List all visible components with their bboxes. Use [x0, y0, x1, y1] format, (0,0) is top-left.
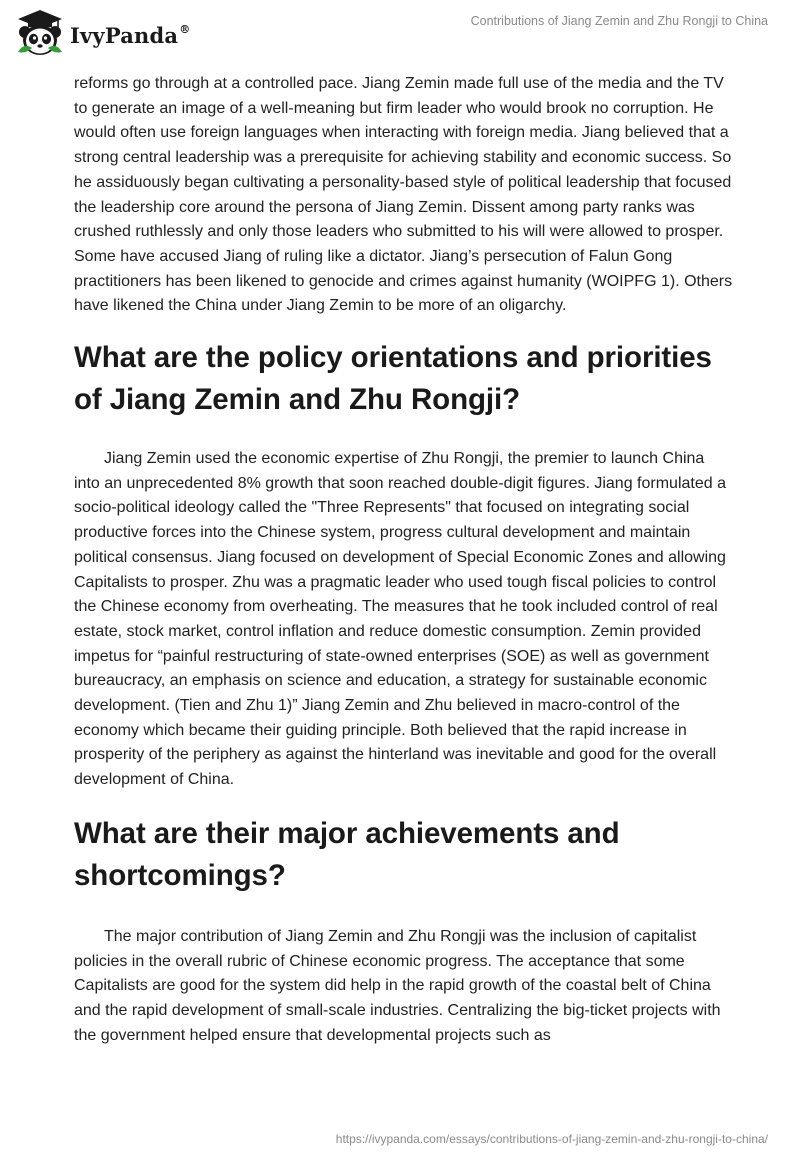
section-heading-achievements: What are their major achievements and shortcomings?: [74, 816, 620, 892]
page-header: [0, 0, 800, 68]
brand-name: IvyPanda®: [70, 22, 191, 48]
section-heading-policy: What are the policy orientations and priorities of Jiang Zemin and Zhu Rongji?: [74, 341, 712, 417]
source-url[interactable]: https://ivypanda.com/essays/contributions-of-jiang-zemin-and-zhu-rongji-to-china/: [335, 1132, 768, 1146]
essay-body: [74, 72, 734, 1048]
achievements-paragraph: The major contribution of Jiang Zemin and Zhu Rongji was the inclusion of capitalist policies in the overall rubric of Chinese economic progress. The acceptance that some Capitalists are good for the system did help in the rapid growth of the coastal belt of China and the rapid development of small-scale industries. Centralizing the big-ticket projects with the government helped ensure that developmental projects such as: [74, 927, 721, 1044]
intro-paragraph: reforms go through at a controlled pace. Jiang Zemin made full use of the media and the TV to generate an image of a well-meaning but firm leader who would brook no corruption. He would often use foreign languages when interacting with foreign media. Jiang believed that a strong central leadership was a prerequisite for achieving stability and economic success. So he assiduously began cultivating a personality-based style of political leadership that focused the leadership core around the persona of Jiang Zemin. Dissent among party ranks was crushed ruthlessly and only those leaders who submitted to his will were allowed to prosper. Some have accused Jiang of ruling like a dictator. Jiang’s persecution of Falun Gong practitioners has been likened to genocide and crimes against humanity (WOIPFG 1). Others have likened the China under Jiang Zemin to be more of an oligarchy.: [74, 75, 733, 315]
policy-paragraph: Jiang Zemin used the economic expertise of Zhu Rongji, the premier to launch China into an unprecedented 8% growth that soon reached double-digit figures. Jiang formulated a socio-political ideology called the "Three Represents" that focused on integrating social productive forces into the Chinese system, progress cultural development and maintain political consensus. Jiang focused on development of Special Economic Zones and allowing Capitalists to prosper. Zhu was a pragmatic leader who used tough fiscal policies to control the Chinese economy from overheating. The measures that he took included control of real estate, stock market, control inflation and reduce domestic consumption. Zemin provided impetus for “painful restructuring of state-owned enterprises (SOE) as well as government bureaucracy, an emphasis on science and education, a strategy for sustainable economic development. (Tien and Zhu 1)” Jiang Zemin and Zhu believed in macro-control of the economy which became their guiding principle. Both believed that the rapid increase in prosperity of the periphery as against the hinterland was inevitable and good for the overall development of China.: [74, 450, 726, 789]
panda-graduate-icon: [14, 8, 66, 58]
brand-logo[interactable]: [14, 8, 190, 58]
document-title: Contributions of Jiang Zemin and Zhu Rongji to China: [470, 14, 768, 28]
